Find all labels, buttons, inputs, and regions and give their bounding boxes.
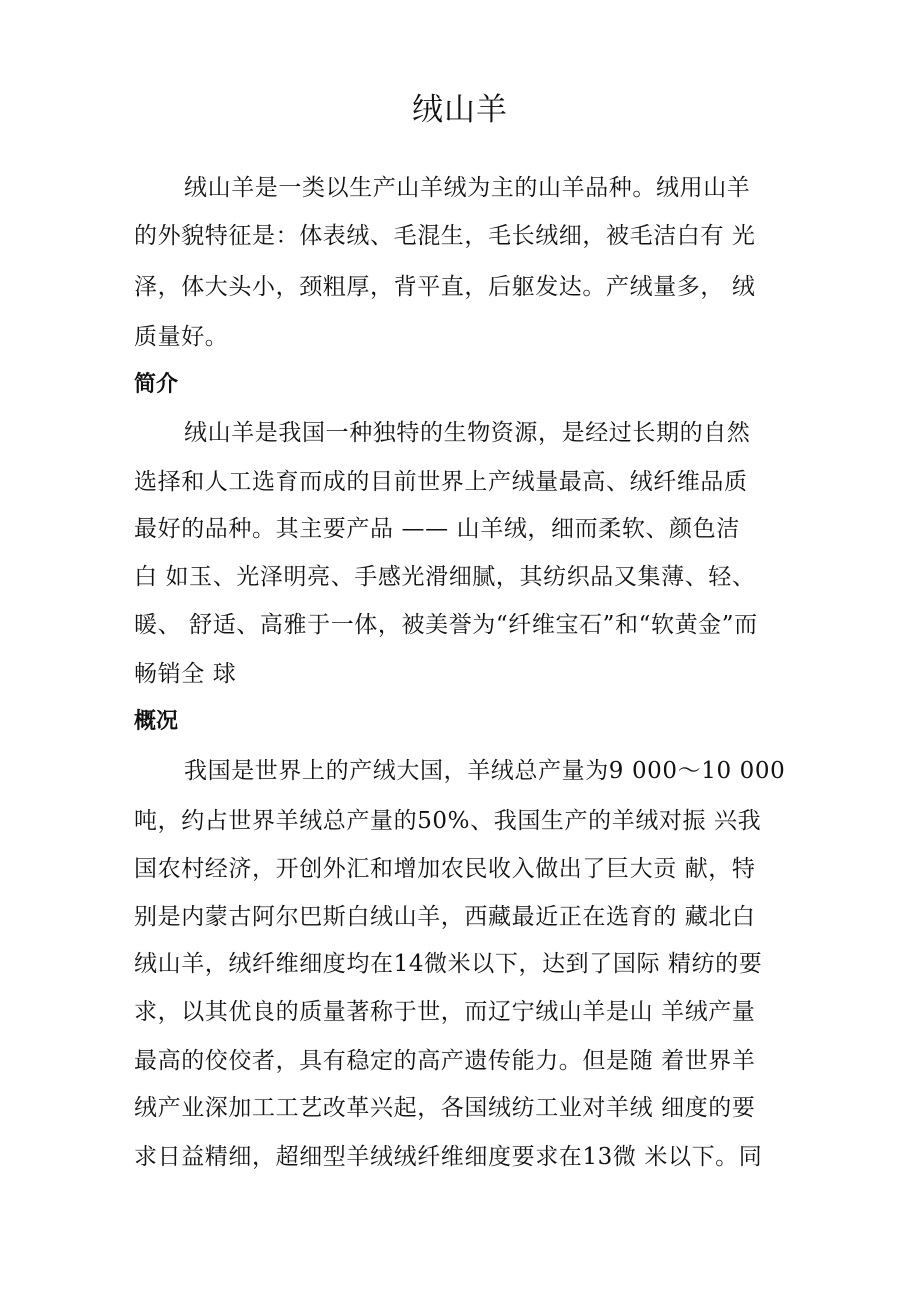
section-line: 最高的佼佼者，具有稳定的高产遗传能力。但是随 着世界羊 bbox=[134, 1048, 756, 1074]
intro-line: 质量好。 bbox=[134, 324, 229, 350]
section-line: 别是内蒙古阿尔巴斯白绒山羊，西藏最近正在选育的 藏北白 bbox=[134, 904, 756, 930]
intro-line: 的外貌特征是：体表绒、毛混生，毛长绒细，被毛洁白有 光 bbox=[134, 223, 756, 249]
intro-line: 绒山羊是一类以生产山羊绒为主的山羊品种。绒用山羊 bbox=[184, 175, 751, 201]
section-line: 求日益精细，超细型羊绒绒纤维细度要求在13微 米以下。同 bbox=[134, 1144, 763, 1170]
document-title: 绒山羊 bbox=[412, 92, 508, 128]
section-line: 最好的品种。其主要产品 —— 山羊绒，细而柔软、颜色洁 bbox=[134, 516, 740, 542]
section-line: 白 如玉、光泽明亮、手感光滑细腻，其纺织品又集薄、轻、 bbox=[134, 564, 756, 590]
section-line: 吨，约占世界羊绒总产量的50%、我国生产的羊绒对振 兴我 bbox=[134, 808, 762, 834]
section-line: 暖、 舒适、高雅于一体，被美誉为“纤维宝石”和“软黄金”而 bbox=[134, 612, 758, 638]
section-line: 绒产业深加工工艺改革兴起，各国绒纺工业对羊绒 细度的要 bbox=[134, 1095, 756, 1121]
section-line: 绒山羊，绒纤维细度均在14微米以下，达到了国际 精纺的要 bbox=[134, 951, 763, 977]
section-heading-intro: 简介 bbox=[134, 372, 179, 397]
section-heading-overview: 概况 bbox=[134, 709, 179, 734]
section-line: 我国是世界上的产绒大国，羊绒总产量为9 000〜10 000 bbox=[184, 758, 786, 784]
section-line: 畅销全 球 bbox=[134, 661, 237, 687]
intro-line: 泽，体大头小，颈粗厚，背平直，后躯发达。产绒量多， 绒 bbox=[134, 274, 756, 300]
section-line: 绒山羊是我国一种独特的生物资源，是经过长期的自然 bbox=[184, 420, 751, 446]
section-line: 选择和人工选育而成的目前世界上产绒量最高、绒纤维品质 bbox=[134, 469, 748, 495]
section-line: 国农村经济，开创外汇和增加农民收入做出了巨大贡 献，特 bbox=[134, 856, 756, 882]
section-line: 求，以其优良的质量著称于世，而辽宁绒山羊是山 羊绒产量 bbox=[134, 999, 756, 1025]
